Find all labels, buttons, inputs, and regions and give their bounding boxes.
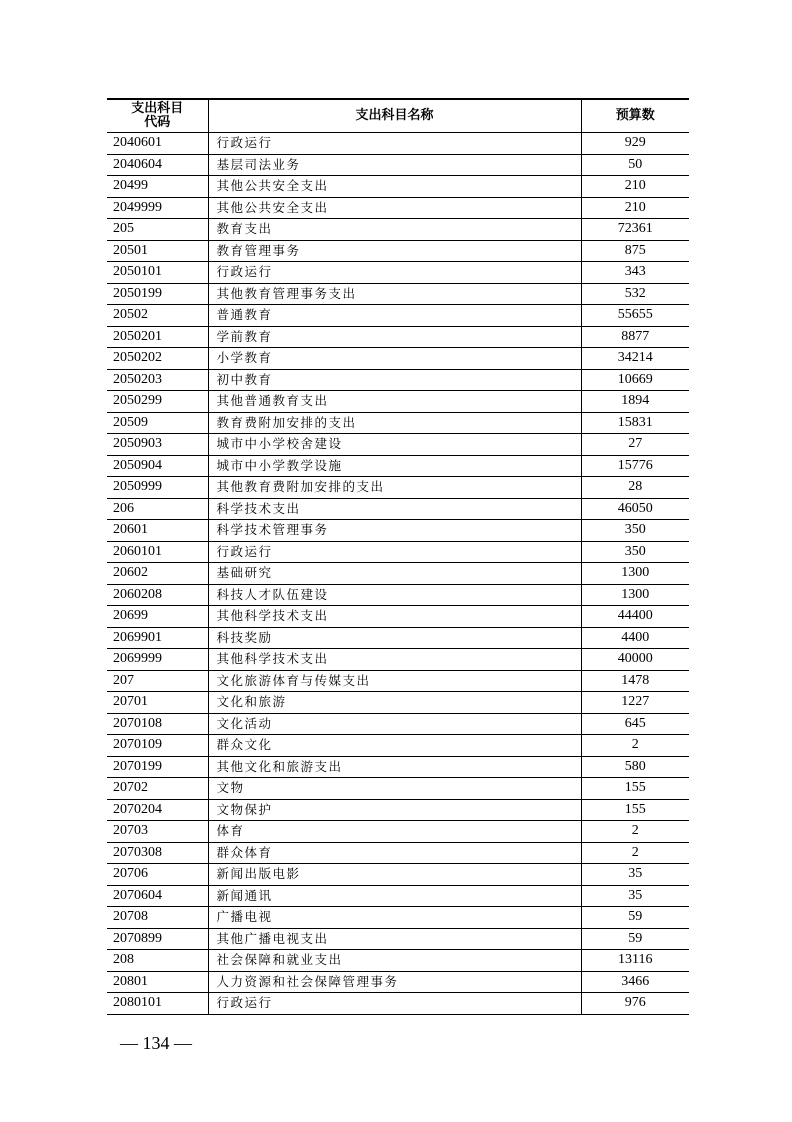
amount-cell: 350: [581, 520, 689, 542]
header-code-label: 支出科目代码: [131, 101, 184, 130]
code-cell: 2070204: [107, 799, 208, 821]
name-cell: 人力资源和社会保障管理事务: [208, 971, 581, 993]
code-cell: 2050299: [107, 391, 208, 413]
table-row: [107, 240, 689, 262]
amount-cell: 34214: [581, 348, 689, 370]
table-row: [107, 907, 689, 929]
table-row: [107, 391, 689, 413]
code-cell: 2070199: [107, 756, 208, 778]
name-cell: 教育支出: [208, 219, 581, 241]
name-cell: 科技人才队伍建设: [208, 584, 581, 606]
page-number: — 134 —: [120, 1033, 192, 1053]
table-row: [107, 885, 689, 907]
table-row: [107, 176, 689, 198]
table-row: [107, 627, 689, 649]
amount-cell: 50: [581, 154, 689, 176]
code-cell: 2080101: [107, 993, 208, 1015]
name-cell: 新闻通讯: [208, 885, 581, 907]
amount-cell: 3466: [581, 971, 689, 993]
code-cell: 20701: [107, 692, 208, 714]
table-row: [107, 821, 689, 843]
code-cell: 20601: [107, 520, 208, 542]
table-row: [107, 584, 689, 606]
name-cell: 新闻出版电影: [208, 864, 581, 886]
table-row: [107, 950, 689, 972]
code-cell: 207: [107, 670, 208, 692]
table-row: [107, 369, 689, 391]
table-row: [107, 197, 689, 219]
table-row: [107, 455, 689, 477]
name-cell: 群众体育: [208, 842, 581, 864]
name-cell: 城市中小学教学设施: [208, 455, 581, 477]
amount-cell: 2: [581, 821, 689, 843]
code-cell: 20502: [107, 305, 208, 327]
table-row: [107, 520, 689, 542]
amount-cell: 532: [581, 283, 689, 305]
name-cell: 其他广播电视支出: [208, 928, 581, 950]
table-row: [107, 434, 689, 456]
table-row: [107, 606, 689, 628]
name-cell: 文化旅游体育与传媒支出: [208, 670, 581, 692]
amount-cell: 1478: [581, 670, 689, 692]
name-cell: 文化活动: [208, 713, 581, 735]
amount-cell: 15831: [581, 412, 689, 434]
amount-cell: 343: [581, 262, 689, 284]
code-cell: 2050199: [107, 283, 208, 305]
name-cell: 群众文化: [208, 735, 581, 757]
header-amount: 预算数: [581, 99, 689, 133]
amount-cell: 15776: [581, 455, 689, 477]
code-cell: 2069901: [107, 627, 208, 649]
header-code: [107, 99, 208, 133]
code-cell: 208: [107, 950, 208, 972]
code-cell: 20706: [107, 864, 208, 886]
amount-cell: 72361: [581, 219, 689, 241]
code-cell: 20501: [107, 240, 208, 262]
table-row: [107, 928, 689, 950]
table-row: [107, 713, 689, 735]
amount-cell: 8877: [581, 326, 689, 348]
table-row: [107, 477, 689, 499]
code-cell: 20509: [107, 412, 208, 434]
table-row: [107, 305, 689, 327]
table-row: [107, 133, 689, 155]
code-cell: 2050904: [107, 455, 208, 477]
code-cell: 205: [107, 219, 208, 241]
table-row: [107, 412, 689, 434]
table-row: [107, 563, 689, 585]
amount-cell: 1894: [581, 391, 689, 413]
name-cell: 广播电视: [208, 907, 581, 929]
amount-cell: 1300: [581, 563, 689, 585]
amount-cell: 2: [581, 842, 689, 864]
name-cell: 行政运行: [208, 133, 581, 155]
name-cell: 其他教育费附加安排的支出: [208, 477, 581, 499]
code-cell: 2070604: [107, 885, 208, 907]
name-cell: 行政运行: [208, 993, 581, 1015]
name-cell: 其他文化和旅游支出: [208, 756, 581, 778]
name-cell: 科技奖励: [208, 627, 581, 649]
table-row: [107, 971, 689, 993]
name-cell: 初中教育: [208, 369, 581, 391]
table-row: [107, 219, 689, 241]
name-cell: 其他科学技术支出: [208, 606, 581, 628]
table-row: [107, 799, 689, 821]
table-row: [107, 649, 689, 671]
code-cell: 2050203: [107, 369, 208, 391]
code-cell: 20703: [107, 821, 208, 843]
amount-cell: 155: [581, 778, 689, 800]
name-cell: 其他科学技术支出: [208, 649, 581, 671]
code-cell: 2070899: [107, 928, 208, 950]
table-row: [107, 692, 689, 714]
amount-cell: 4400: [581, 627, 689, 649]
code-cell: 2060208: [107, 584, 208, 606]
table-header-row: [107, 99, 689, 133]
header-name: 支出科目名称: [208, 99, 581, 133]
name-cell: 其他公共安全支出: [208, 197, 581, 219]
amount-cell: 929: [581, 133, 689, 155]
code-cell: 2070109: [107, 735, 208, 757]
code-cell: 20499: [107, 176, 208, 198]
table-row: [107, 154, 689, 176]
code-cell: 2050999: [107, 477, 208, 499]
table-row: [107, 864, 689, 886]
code-cell: 20702: [107, 778, 208, 800]
name-cell: 教育管理事务: [208, 240, 581, 262]
amount-cell: 10669: [581, 369, 689, 391]
table-row: [107, 756, 689, 778]
name-cell: 文化和旅游: [208, 692, 581, 714]
table-row: [107, 541, 689, 563]
amount-cell: 55655: [581, 305, 689, 327]
code-cell: 2049999: [107, 197, 208, 219]
table-row: [107, 842, 689, 864]
name-cell: 行政运行: [208, 541, 581, 563]
name-cell: 普通教育: [208, 305, 581, 327]
code-cell: 2070108: [107, 713, 208, 735]
table-body: [107, 133, 689, 1015]
amount-cell: 580: [581, 756, 689, 778]
amount-cell: 40000: [581, 649, 689, 671]
table-row: [107, 498, 689, 520]
name-cell: 学前教育: [208, 326, 581, 348]
amount-cell: 28: [581, 477, 689, 499]
table-row: [107, 670, 689, 692]
name-cell: 体育: [208, 821, 581, 843]
table-row: [107, 735, 689, 757]
table-row: [107, 993, 689, 1015]
amount-cell: 155: [581, 799, 689, 821]
amount-cell: 210: [581, 176, 689, 198]
name-cell: 科学技术支出: [208, 498, 581, 520]
name-cell: 文物: [208, 778, 581, 800]
amount-cell: 27: [581, 434, 689, 456]
amount-cell: 1300: [581, 584, 689, 606]
code-cell: 20602: [107, 563, 208, 585]
table-row: [107, 262, 689, 284]
name-cell: 基础研究: [208, 563, 581, 585]
amount-cell: 350: [581, 541, 689, 563]
code-cell: 2060101: [107, 541, 208, 563]
name-cell: 其他普通教育支出: [208, 391, 581, 413]
code-cell: 20708: [107, 907, 208, 929]
name-cell: 小学教育: [208, 348, 581, 370]
name-cell: 城市中小学校舍建设: [208, 434, 581, 456]
code-cell: 2050101: [107, 262, 208, 284]
table-row: [107, 326, 689, 348]
code-cell: 2070308: [107, 842, 208, 864]
amount-cell: 46050: [581, 498, 689, 520]
amount-cell: 44400: [581, 606, 689, 628]
table-row: [107, 283, 689, 305]
code-cell: 206: [107, 498, 208, 520]
code-cell: 2040604: [107, 154, 208, 176]
name-cell: 行政运行: [208, 262, 581, 284]
amount-cell: 2: [581, 735, 689, 757]
amount-cell: 35: [581, 885, 689, 907]
amount-cell: 875: [581, 240, 689, 262]
amount-cell: 976: [581, 993, 689, 1015]
budget-table: [107, 98, 689, 1015]
amount-cell: 1227: [581, 692, 689, 714]
amount-cell: 210: [581, 197, 689, 219]
amount-cell: 645: [581, 713, 689, 735]
code-cell: 2050202: [107, 348, 208, 370]
name-cell: 基层司法业务: [208, 154, 581, 176]
name-cell: 科学技术管理事务: [208, 520, 581, 542]
code-cell: 2050903: [107, 434, 208, 456]
name-cell: 社会保障和就业支出: [208, 950, 581, 972]
code-cell: 20801: [107, 971, 208, 993]
amount-cell: 59: [581, 907, 689, 929]
table-row: [107, 348, 689, 370]
code-cell: 2040601: [107, 133, 208, 155]
code-cell: 2050201: [107, 326, 208, 348]
code-cell: 20699: [107, 606, 208, 628]
table-row: [107, 778, 689, 800]
amount-cell: 59: [581, 928, 689, 950]
name-cell: 文物保护: [208, 799, 581, 821]
name-cell: 其他公共安全支出: [208, 176, 581, 198]
code-cell: 2069999: [107, 649, 208, 671]
name-cell: 其他教育管理事务支出: [208, 283, 581, 305]
amount-cell: 35: [581, 864, 689, 886]
name-cell: 教育费附加安排的支出: [208, 412, 581, 434]
amount-cell: 13116: [581, 950, 689, 972]
